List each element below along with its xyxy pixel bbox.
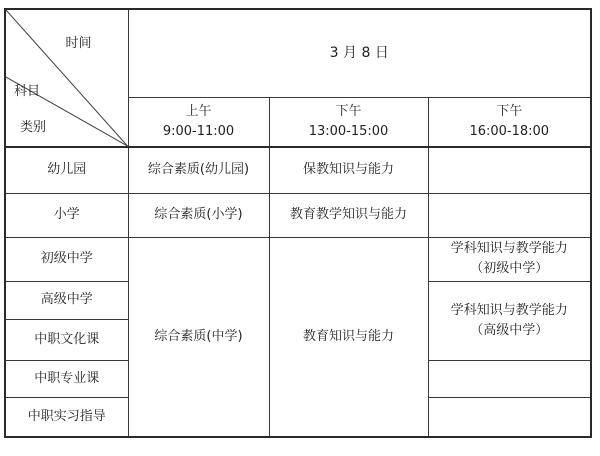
- cell-secondary-morning: 综合素质(中学): [128, 237, 269, 437]
- slot-name: 下午: [335, 103, 362, 119]
- category-vocational-practice: 中职实习指导: [5, 397, 128, 437]
- cell-kindergarten-morning: 综合素质(幼儿园): [128, 147, 269, 193]
- table-corner-header: [5, 9, 128, 147]
- subject-line: 学科知识与教学能力: [450, 302, 568, 318]
- category-vocational-culture: 中职文化课: [5, 319, 128, 360]
- level-line: （高级中学）: [470, 322, 549, 338]
- category-primary: 小学: [5, 193, 128, 237]
- cell-primary-morning: 综合素质(小学): [128, 193, 269, 237]
- cell-primary-afternoon-1: 教育教学知识与能力: [269, 193, 428, 237]
- level-line: （初级中学）: [470, 261, 549, 276]
- cell-junior-afternoon-2: [428, 237, 591, 281]
- slot-afternoon-1: [269, 97, 428, 147]
- slot-time: 16:00-18:00: [469, 123, 550, 139]
- cell-secondary-afternoon-1: 教育知识与能力: [269, 237, 428, 437]
- subject-header-label: 科目: [14, 84, 41, 99]
- category-vocational-specialty: 中职专业课: [5, 360, 128, 397]
- category-senior-middle: 高级中学: [5, 281, 128, 319]
- slot-morning: [128, 97, 269, 147]
- subject-line: 学科知识与教学能力: [450, 241, 568, 256]
- cell-kindergarten-afternoon-1: 保教知识与能力: [269, 147, 428, 193]
- slot-name: 下午: [496, 103, 523, 119]
- cell-primary-afternoon-2: [428, 193, 591, 237]
- cell-vocational-practice-afternoon-2: [428, 397, 591, 437]
- time-header-label: 时间: [65, 36, 92, 51]
- exam-schedule-table: [4, 8, 592, 438]
- exam-date: 3 月 8 日: [128, 9, 591, 97]
- cell-senior-afternoon-2: [428, 281, 591, 360]
- cell-kindergarten-afternoon-2: [428, 147, 591, 193]
- category-junior-middle: 初级中学: [5, 237, 128, 281]
- cell-vocational-specialty-afternoon-2: [428, 360, 591, 397]
- category-kindergarten: 幼儿园: [5, 147, 128, 193]
- slot-time: 9:00-11:00: [162, 123, 235, 139]
- slot-time: 13:00-15:00: [308, 123, 389, 139]
- category-header-label: 类别: [20, 120, 47, 135]
- slot-name: 上午: [185, 103, 212, 119]
- slot-afternoon-2: [428, 97, 591, 147]
